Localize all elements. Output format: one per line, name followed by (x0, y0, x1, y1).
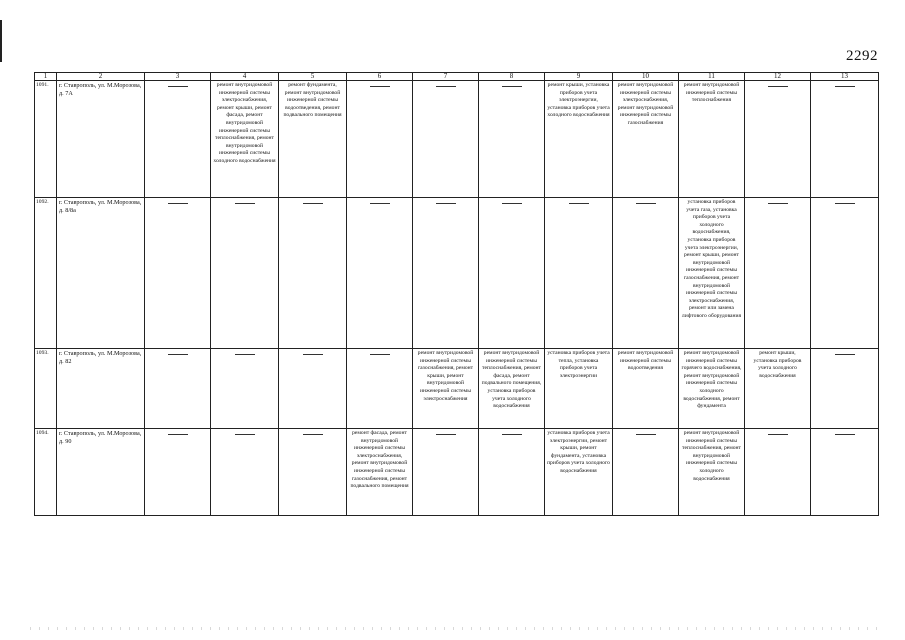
repair-schedule-table (34, 72, 879, 516)
column-number: 5 (279, 73, 347, 81)
column-number: 4 (211, 73, 279, 81)
empty-cell (613, 198, 679, 349)
empty-cell (279, 349, 347, 429)
dash-mark (168, 354, 188, 355)
dash-mark (768, 203, 788, 204)
dash-mark (370, 203, 390, 204)
row-number: 1093. (35, 349, 57, 429)
table-row (35, 429, 879, 516)
address-cell: г. Ставрополь, ул. М.Морозова, д. 90 (57, 429, 145, 516)
work-cell: ремонт внутридомовой инженерной системы горячего водоснабжения, ремонт внутридомовой инженерной системы холодного водоснабжения, ремонт фундамента (679, 349, 745, 429)
empty-cell (413, 81, 479, 198)
column-number: 3 (145, 73, 211, 81)
empty-cell (145, 429, 211, 516)
dash-mark (370, 86, 390, 87)
address-cell: г. Ставрополь, ул. М.Морозова, д. 8/8а (57, 198, 145, 349)
column-number: 10 (613, 73, 679, 81)
empty-cell (811, 198, 879, 349)
column-number: 8 (479, 73, 545, 81)
dash-mark (168, 203, 188, 204)
dash-mark (835, 434, 855, 435)
work-cell: ремонт внутридомовой инженерной системы теплоснабжения, ремонт внутридомовой инженерной системы холодного водоснабжения (679, 429, 745, 516)
dash-mark (303, 203, 323, 204)
empty-cell (145, 81, 211, 198)
row-number: 1092. (35, 198, 57, 349)
dash-mark (235, 354, 255, 355)
dash-mark (569, 203, 589, 204)
empty-cell (479, 198, 545, 349)
scan-edge-mark (0, 20, 2, 62)
dash-mark (502, 86, 522, 87)
column-number: 12 (745, 73, 811, 81)
empty-cell (211, 429, 279, 516)
empty-cell (145, 349, 211, 429)
empty-cell (211, 198, 279, 349)
work-cell: ремонт внутридомовой инженерной системы электроснабжения, ремонт крыши, ремонт фасада, ремонт внутридомовой инженерной системы теплоснабжения, ремонт внутридомовой инженерной системы холодного водоснабжения (211, 81, 279, 198)
address-cell: г. Ставрополь, ул. М.Морозова, д. 7А (57, 81, 145, 198)
table-row (35, 198, 879, 349)
empty-cell (347, 349, 413, 429)
page-number: 2292 (846, 48, 878, 64)
empty-cell (545, 198, 613, 349)
dash-mark (835, 203, 855, 204)
dash-mark (168, 86, 188, 87)
address-cell: г. Ставрополь, ул. М.Морозова, д. 82 (57, 349, 145, 429)
empty-cell (347, 81, 413, 198)
work-cell: ремонт крыши, установка приборов учета электроэнергии, установка приборов учета холодного водоснабжения (545, 81, 613, 198)
column-number: 13 (811, 73, 879, 81)
empty-cell (347, 198, 413, 349)
empty-cell (413, 429, 479, 516)
dash-mark (370, 354, 390, 355)
dash-mark (303, 354, 323, 355)
work-cell: ремонт фасада, ремонт внутридомовой инженерной системы электроснабжения, ремонт внутридомовой инженерной системы газоснабжения, ремонт подвального помещения (347, 429, 413, 516)
work-cell: ремонт внутридомовой инженерной системы теплоснабжения (679, 81, 745, 198)
column-number: 7 (413, 73, 479, 81)
empty-cell (279, 198, 347, 349)
dash-mark (768, 434, 788, 435)
column-number: 11 (679, 73, 745, 81)
column-number-row (35, 73, 879, 81)
dash-mark (835, 354, 855, 355)
empty-cell (811, 349, 879, 429)
work-cell: ремонт внутридомовой инженерной системы электроснабжения, ремонт внутридомовой инженерной системы газоснабжения (613, 81, 679, 198)
empty-cell (745, 198, 811, 349)
empty-cell (745, 429, 811, 516)
empty-cell (613, 429, 679, 516)
empty-cell (211, 349, 279, 429)
column-number: 6 (347, 73, 413, 81)
work-cell: ремонт крыши, установка приборов учета холодного водоснабжения (745, 349, 811, 429)
empty-cell (279, 429, 347, 516)
empty-cell (745, 81, 811, 198)
work-cell: установка приборов учета электроэнергии, ремонт крыши, ремонт фундамента, установка приборов учета холодного водоснабжения (545, 429, 613, 516)
work-cell: ремонт внутридомовой инженерной системы теплоснабжения, ремонт фасада, ремонт подвального помещения, установка приборов учета холодного водоснабжения (479, 349, 545, 429)
column-number: 9 (545, 73, 613, 81)
dash-mark (436, 86, 456, 87)
work-cell: установка приборов учета газа, установка приборов учета холодного водоснабжения, установка приборов учета электроэнергии, ремонт крыши, ремонт внутридомовой инженерной системы газоснабжения, ремонт внутридомовой инженерной системы электроснабжения, ремонт или замена лифтового оборудования (679, 198, 745, 349)
empty-cell (479, 81, 545, 198)
dash-mark (502, 434, 522, 435)
dash-mark (502, 203, 522, 204)
column-number: 1 (35, 73, 57, 81)
dash-mark (436, 203, 456, 204)
dash-mark (168, 434, 188, 435)
empty-cell (145, 198, 211, 349)
empty-cell (479, 429, 545, 516)
work-cell: ремонт внутридомовой инженерной системы газоснабжения, ремонт крыши, ремонт внутридомовой инженерной системы электроснабжения (413, 349, 479, 429)
row-number: 1094. (35, 429, 57, 516)
table-row (35, 81, 879, 198)
table-row (35, 349, 879, 429)
empty-cell (413, 198, 479, 349)
dash-mark (436, 434, 456, 435)
empty-cell (811, 429, 879, 516)
scan-noise-strip (30, 627, 880, 630)
empty-cell (811, 81, 879, 198)
row-number: 1091. (35, 81, 57, 198)
dash-mark (636, 434, 656, 435)
dash-mark (235, 203, 255, 204)
dash-mark (768, 86, 788, 87)
dash-mark (235, 434, 255, 435)
column-number: 2 (57, 73, 145, 81)
dash-mark (636, 203, 656, 204)
dash-mark (303, 434, 323, 435)
work-cell: ремонт фундамента, ремонт внутридомовой инженерной системы водоотведения, ремонт подвального помещения (279, 81, 347, 198)
work-cell: установка приборов учета тепла, установка приборов учета электроэнергии (545, 349, 613, 429)
work-cell: ремонт внутридомовой инженерной системы водоотведения (613, 349, 679, 429)
dash-mark (835, 86, 855, 87)
